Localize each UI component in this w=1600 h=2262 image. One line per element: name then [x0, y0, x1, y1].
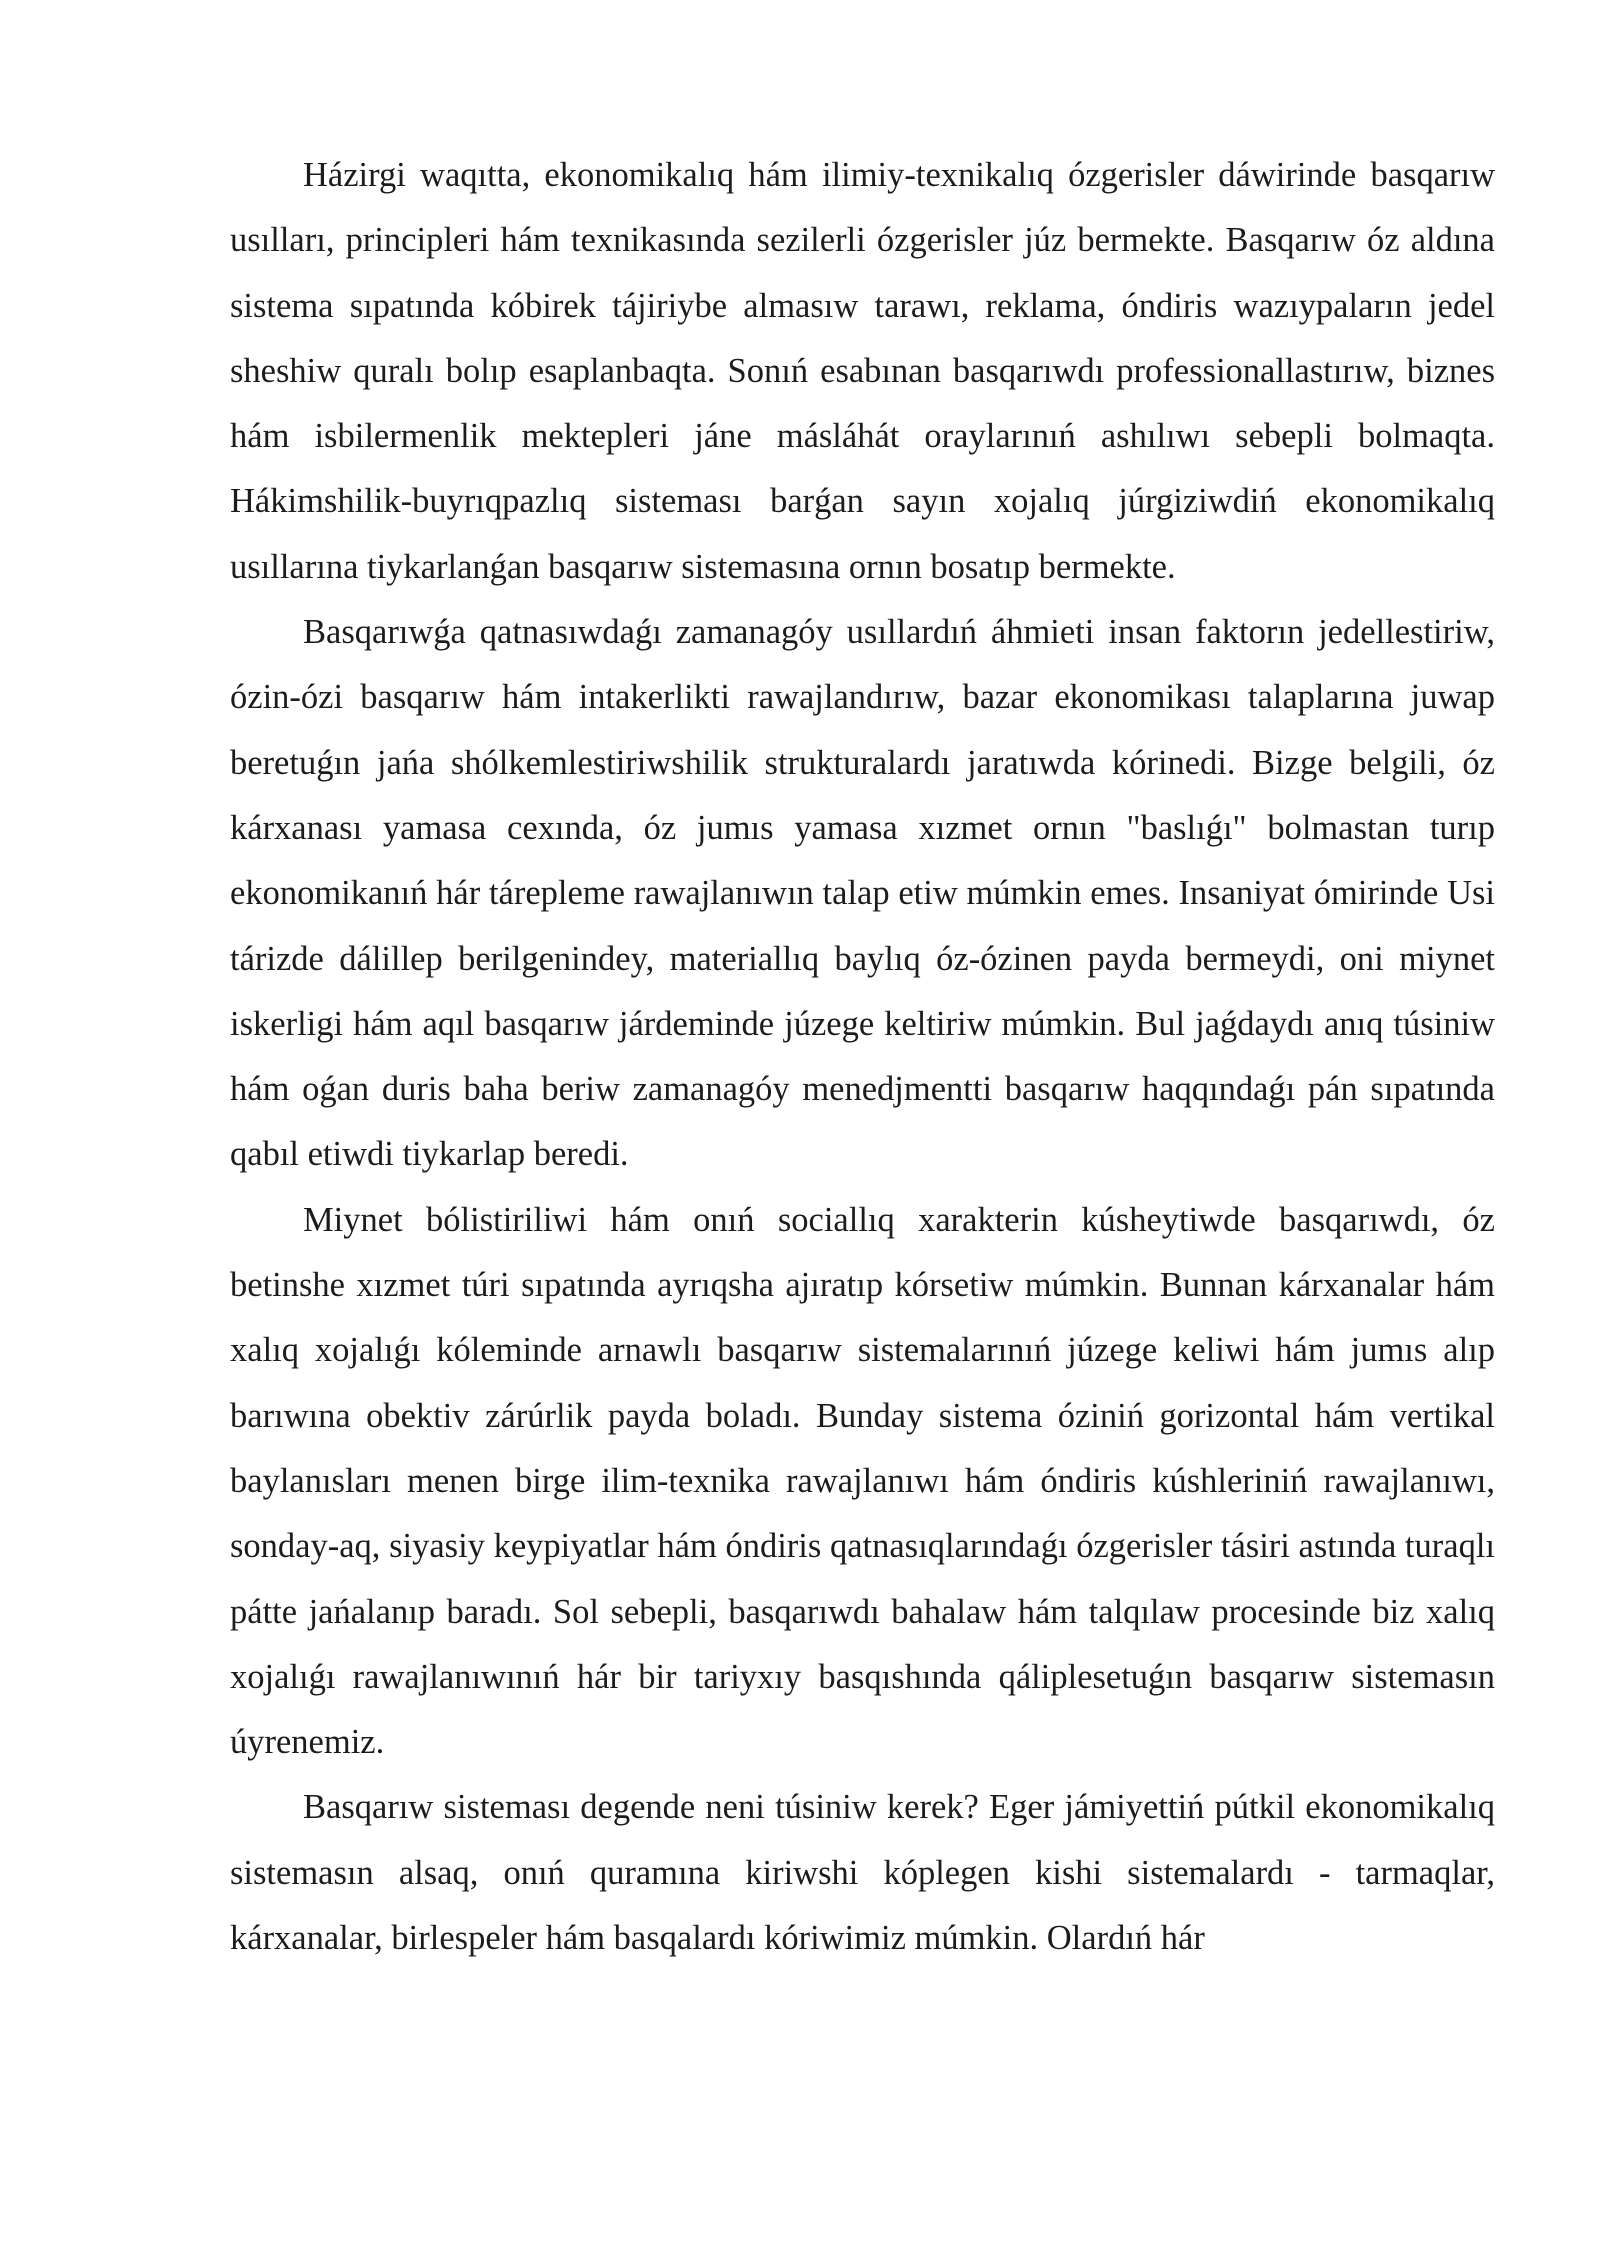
paragraph-2: Basqarıwǵa qatnasıwdaǵı zamanagóy usıllardıń áhmieti insan faktorın jedellestiriw, ózin-ózi basqarıw hám intakerlikti rawajlandırıw, bazar ekonomikası talaplarına juwap beretuǵın jańa shólkemlestiriwshilik strukturalardı jaratıwda kórinedi. Bizge belgili, óz kárxanası yamasa cexında, óz jumıs yamasa xızmet ornın "baslıǵı" bolmastan turıp ekonomikanıń hár tárepleme rawajlanıwın talap etiw múmkin emes. Insaniyat ómirinde Usi tárizde dálillep berilgenindey, materiallıq baylıq óz-ózinen payda bermeydi, oni miynet iskerligi hám aqıl basqarıw járdeminde júzege keltiriw múmkin. Bul jaǵdaydı anıq túsiniw hám oǵan duris baha beriw zamanagóy menedjmentti basqarıw haqqındaǵı pán sıpatında qabıl etiwdi tiykarlap beredi. [230, 613, 1495, 1174]
document-body [230, 143, 1495, 1971]
paragraph-4: Basqarıw sisteması degende neni túsiniw kerek? Eger jámiyettiń pútkil ekonomikalıq sistemasın alsaq, onıń quramına kiriwshi kóplegen kishi sistemalardı - tarmaqlar, kárxanalar, birlespeler hám basqalardı kóriwimiz múmkin. Olardıń hár [230, 1788, 1495, 1958]
paragraph-1: Házirgi waqıtta, ekonomikalıq hám ilimiy-texnikalıq ózgerisler dáwirinde basqarıw usılları, principleri hám texnikasında sezilerli ózgerisler júz bermekte. Basqarıw óz aldına sistema sıpatında kóbirek tájiriybe almasıw tarawı, reklama, óndiris wazıypaların jedel sheshiw quralı bolıp esaplanbaqta. Sonıń esabınan basqarıwdı professionallastırıw, biznes hám isbilermenlik mektepleri jáne másláhát oraylarınıń ashılıwı sebepli bolmaqta. Hákimshilik-buyrıqpazlıq sisteması barǵan sayın xojalıq júrgiziwdiń ekonomikalıq usıllarına tiykarlanǵan basqarıw sistemasına ornın bosatıp bermekte. [230, 156, 1495, 586]
paragraph-3: Miynet bólistiriliwi hám onıń sociallıq xarakterin kúsheytiwde basqarıwdı, óz betinshe xızmet túri sıpatında ayrıqsha ajıratıp kórsetiw múmkin. Bunnan kárxanalar hám xalıq xojalıǵı kóleminde arnawlı basqarıw sistemalarınıń júzege keliwi hám jumıs alıp barıwına obektiv zárúrlik payda boladı. Bunday sistema óziniń gorizontal hám vertikal baylanısları menen birge ilim-texnika rawajlanıwı hám óndiris kúshleriniń rawajlanıwı, sonday-aq, siyasiy keypiyatlar hám óndiris qatnasıqlarındaǵı ózgerisler tásiri astında turaqlı pátte jańalanıp baradı. Sol sebepli, basqarıwdı bahalaw hám talqılaw procesinde biz xalıq xojalıǵı rawajlanıwınıń hár bir tariyxıy basqıshında qáliplesetuǵın basqarıw sistemasın úyrenemiz. [230, 1200, 1495, 1762]
